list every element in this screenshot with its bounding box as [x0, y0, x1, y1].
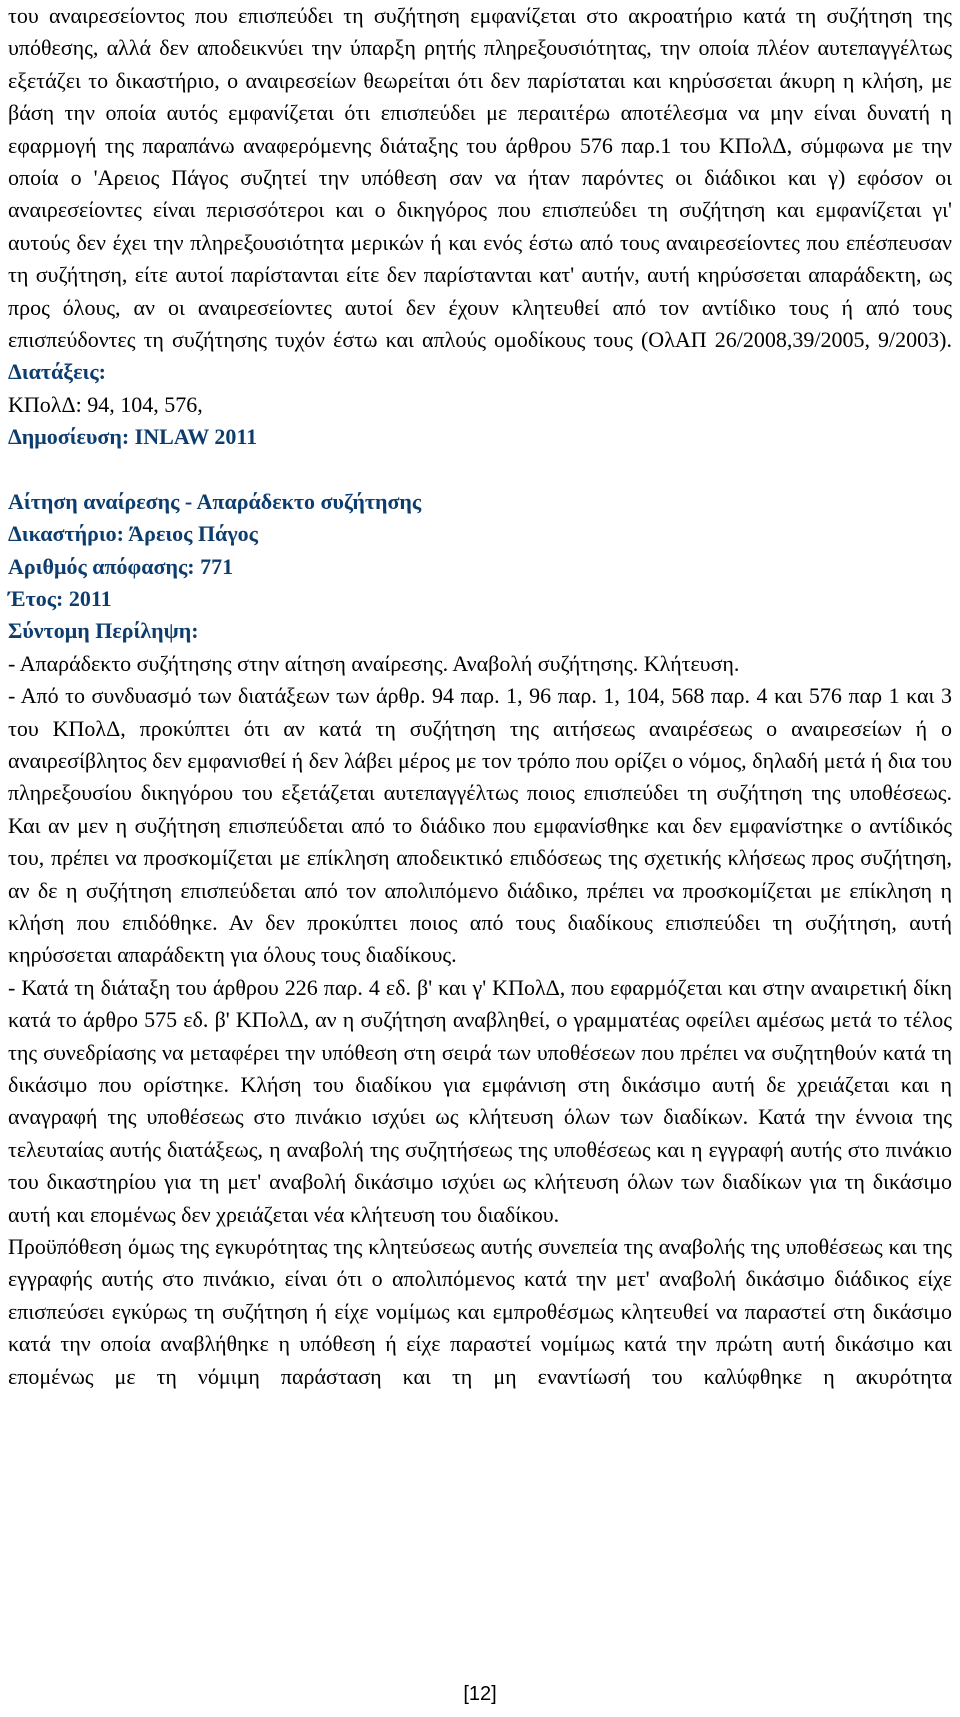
decision-value: 771: [194, 553, 234, 579]
provisions-value: ΚΠολΔ: 94, 104, 576,: [8, 391, 203, 417]
provisions-label: Διατάξεις:: [8, 359, 106, 385]
publication-label: Δημοσίευση:: [8, 424, 130, 450]
case-title-text: Αίτηση αναίρεσης - Απαράδεκτο συζήτησης: [8, 488, 422, 514]
year-label: Έτος:: [8, 585, 64, 611]
summary-label: Σύντομη Περίληψη:: [8, 618, 199, 644]
summary-line-1: - Απαράδεκτο συζήτησης στην αίτηση αναίρεσης. Αναβολή συζήτησης. Κλήτευση.: [8, 650, 740, 676]
summary-heading: [8, 615, 952, 647]
decision-number-line: [8, 551, 952, 583]
summary-paragraph-3: - Κατά τη διάταξη του άρθρου 226 παρ. 4 εδ. β' και γ' ΚΠολΔ, που εφαρμόζεται και στην αναιρετική δίκη κατά το άρθρο 575 εδ. β' ΚΠολΔ, αν η συζήτηση αναβληθεί, ο γραμματέας οφείλει αμέσως μετά το τέλος της συνεδρίασης να μεταφέρει την υπόθεση στη σειρά των υποθέσεων που πρέπει να συζητηθούν κατά τη δικάσιμο που ορίστηκε. Κλήση του διαδίκου για εμφάνιση στη δικάσιμο αυτή δε χρειάζεται και η αναγραφή της υποθέσεως στο πινάκιο ισχύει ως κλήτευση όλων των διαδίκων. Κατά την έννοια της τελευταίας αυτής διατάξεως, η αναβολή της συζητήσεως της υποθέσεως και η εγγραφή αυτής στο πινάκιο του δικαστηρίου για τη μετ' αναβολή δικάσιμο ισχύει ως κλήτευση όλων των διαδίκων για τη δικάσιμο αυτή και επομένως δεν χρειάζεται νέα κλήτευση του διαδίκου.: [8, 974, 952, 1227]
publication-value: INLAW 2011: [129, 424, 258, 450]
court-label: Δικαστήριο:: [8, 521, 124, 547]
final-paragraph: Προϋπόθεση όμως της εγκυρότητας της κλητεύσεως αυτής συνεπεία της αναβολής της υποθέσεως και της εγγραφής αυτής στο πινάκιο, είναι ότι ο απολιπόμενος κατά την μετ' αναβολή δικάσιμο διάδικος είχε επισπεύσει εγκύρως τη συζήτηση ή είχε νομίμως και εμπροθέσμως κλητευθεί να παραστεί στη δικάσιμο κατά την οποία αναβλήθηκε η υπόθεση ή είχε παραστεί νομίμως κατά την πρώτη αυτή δικάσιμο και επομένως με τη νόμιμη παράσταση και τη μη εναντίωσή του καλύφθηκε η ακυρότητα: [8, 1234, 952, 1389]
section-gap: [8, 454, 952, 486]
year-line: [8, 583, 952, 615]
case-title: [8, 486, 952, 518]
court-value: Άρειος Πάγος: [124, 521, 258, 547]
summary-paragraph-2: - Από το συνδυασμό των διατάξεων των άρθρ. 94 παρ. 1, 96 παρ. 1, 104, 568 παρ. 4 και 576 παρ 1 και 3 του ΚΠολΔ, προκύπτει ότι αν κατά τη συζήτηση της αιτήσεως αναιρέσεως ο αναιρεσείων ή ο αναιρεσίβλητος δεν εμφανισθεί ή δεν λάβει μέρος με τον τρόπο που ορίζει ο νόμος, δηλαδή μετά ή δια του πληρεξουσίου δικηγόρου του εξετάζεται αυτεπαγγέλτως ποιος επισπεύδει τη συζήτηση της υποθέσεως. Και αν μεν η συζήτηση επισπεύδεται από το διάδικο που εμφανίσθηκε και δεν εμφανίστηκε ο αντίδικός του, πρέπει να προσκομίζεται με επίκληση αποδεικτικό επιδόσεως της σχετικής κλήσεως προς συζήτηση, αν δε η συζήτηση επισπεύδεται από τον απολιπόμενο διάδικο, πρέπει να προσκομίζεται με επίκληση η κλήση που επιδόθηκε. Αν δεν προκύπτει ποιος από τους διαδίκους επισπεύδει τη συζήτηση, αυτή κηρύσσεται απαράδεκτη για όλους τους διαδίκους.: [8, 683, 952, 968]
page-number: [12]: [463, 1683, 497, 1705]
year-value: 2011: [63, 585, 112, 611]
provisions-heading: [8, 356, 952, 388]
publication-line: [8, 421, 952, 453]
court-line: [8, 518, 952, 550]
decision-label: Αριθμός απόφασης:: [8, 553, 195, 579]
document-page: [8, 0, 952, 1393]
intro-paragraph: του αναιρεσείοντος που επισπεύδει τη συζήτηση εμφανίζεται στο ακροατήριο κατά τη συζήτηση της υπόθεσης, αλλά δεν αποδεικνύει την ύπαρξη ρητής πληρεξουσιότητας, την οποία πλέον αυτεπαγγέλτως εξετάζει το δικαστήριο, ο αναιρεσείων θεωρείται ότι δεν παρίσταται και κηρύσσεται άκυρη η κλήση, με βάση την οποία αυτός εμφανίζεται ότι επισπεύδει με περαιτέρω αποτέλεσμα να μην είναι δυνατή η εφαρμογή της παραπάνω αναφερόμενης διάταξης του άρθρου 576 παρ.1 του ΚΠολΔ, σύμφωνα με την οποία ο 'Αρειος Πάγος συζητεί την υπόθεση σαν να ήταν παρόντες οι διάδικοι και γ) εφόσον οι αναιρεσείοντες είναι περισσότεροι και ο δικηγόρος που επισπεύδει τη συζήτηση και εμφανίζεται γι' αυτούς δεν έχει την πληρεξουσιότητα μερικών ή και ενός έστω από τους αναιρεσείοντες που επέσπευσαν τη συζήτηση, είτε αυτοί παρίστανται είτε δεν παρίστανται κατ' αυτήν, αυτή κηρύσσεται απαράδεκτη, ως προς όλους, αν οι αναιρεσείοντες αυτοί δεν έχουν κλητευθεί από τον αντίδικο τους ή από τους επισπεύδοντες τη συζήτησης τυχόν έστω και απλούς ομοδίκους τους (ΟλΑΠ 26/2008,39/2005, 9/2003).: [8, 3, 952, 353]
